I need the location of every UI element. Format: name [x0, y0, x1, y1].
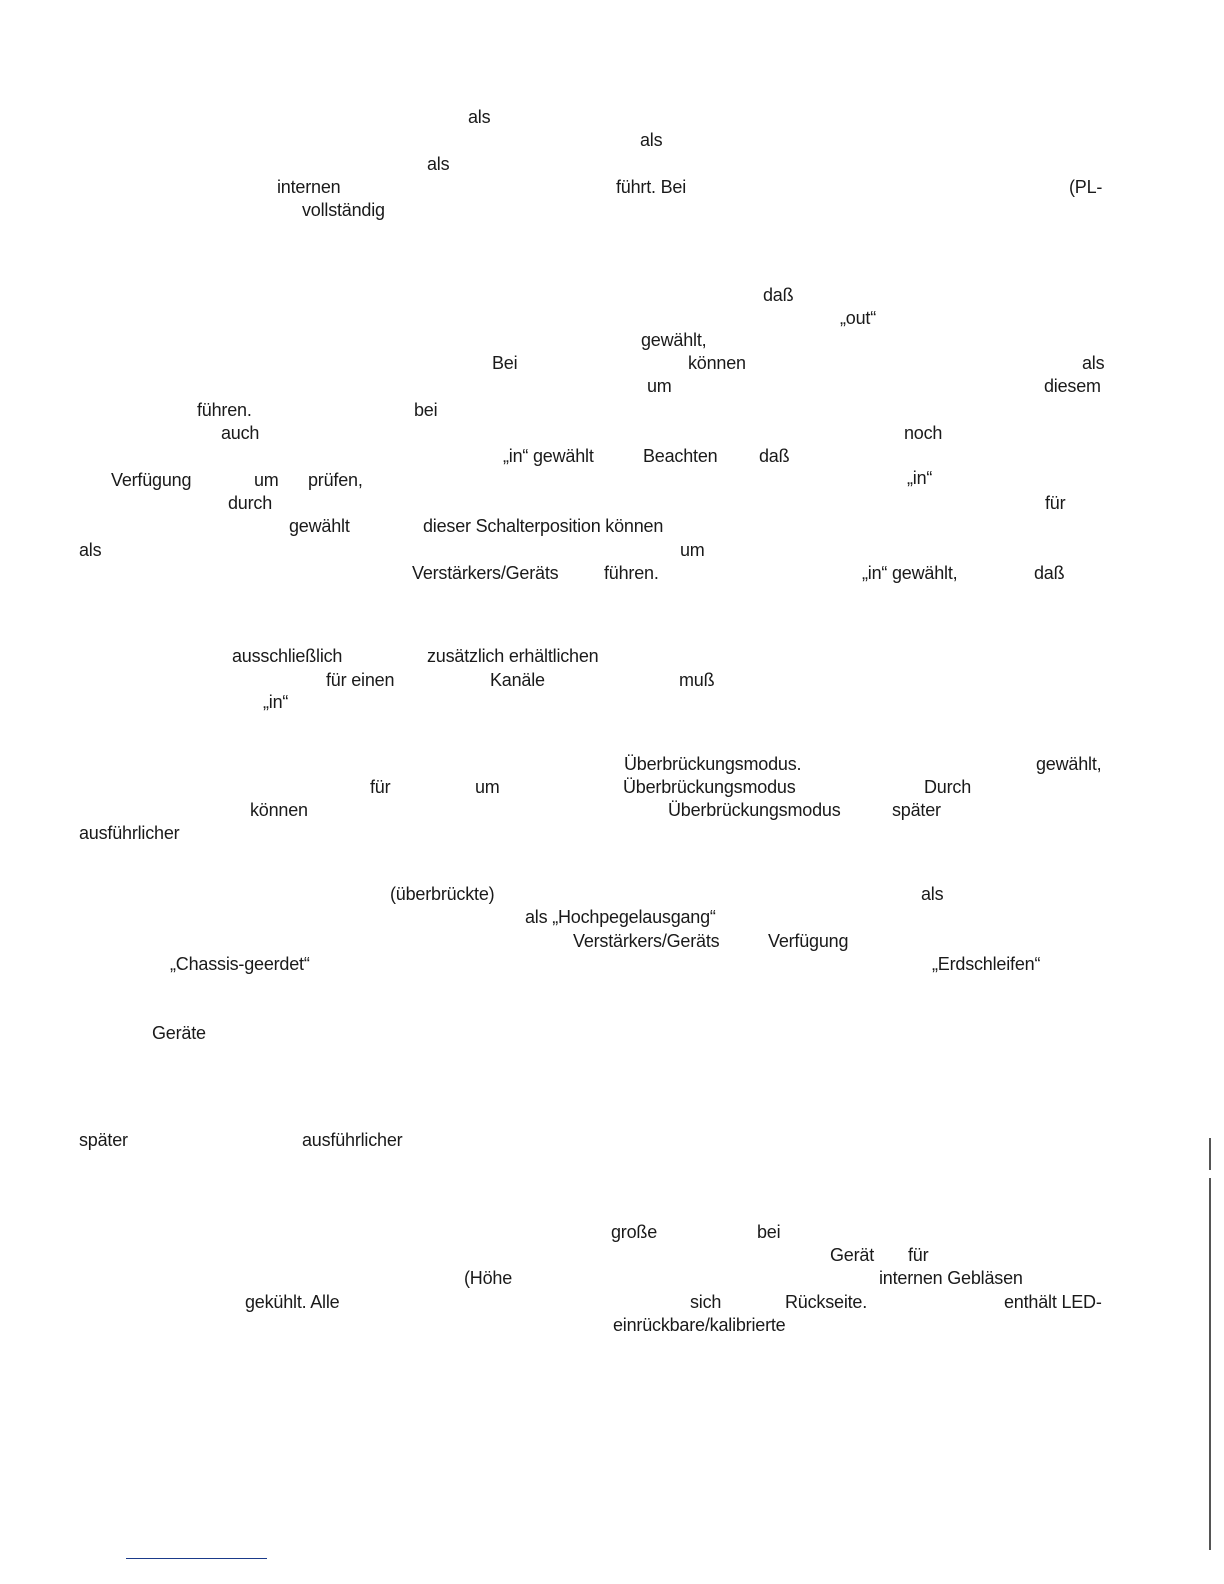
scan-margin-line [1209, 1138, 1211, 1170]
text-fragment: gewählt, [1036, 754, 1102, 774]
text-fragment: als [640, 130, 663, 150]
text-fragment: später [892, 800, 941, 820]
scan-margin-line [1209, 1178, 1211, 1550]
text-fragment: internen [277, 177, 341, 197]
text-fragment: als [427, 154, 450, 174]
text-fragment: ausschließlich [232, 646, 343, 666]
text-fragment: Verstärkers/Geräts [412, 563, 559, 583]
text-fragment: Verstärkers/Geräts [573, 931, 720, 951]
text-fragment: „in“ [907, 468, 933, 488]
text-fragment: als [79, 540, 102, 560]
text-fragment: prüfen, [308, 470, 363, 490]
text-fragment: „Chassis-geerdet“ [170, 954, 310, 974]
text-fragment: „Erdschleifen“ [932, 954, 1041, 974]
text-fragment: auch [221, 423, 260, 443]
text-fragment: „in“ gewählt [503, 446, 594, 466]
text-fragment: gewählt [289, 516, 350, 536]
text-fragment: Durch [924, 777, 972, 797]
text-fragment: bei [414, 400, 438, 420]
text-fragment: um [475, 777, 500, 797]
text-fragment: um [254, 470, 279, 490]
text-fragment: später [79, 1130, 128, 1150]
text-fragment: „in“ [263, 692, 289, 712]
text-fragment: führen. [604, 563, 659, 583]
text-fragment: als [468, 107, 491, 127]
footnote-rule [126, 1558, 267, 1559]
text-fragment: muß [679, 670, 715, 690]
text-fragment: zusätzlich erhältlichen [427, 646, 599, 666]
text-fragment: Überbrückungsmodus. [624, 754, 802, 774]
text-fragment: für [908, 1245, 929, 1265]
text-fragment: dieser Schalterposition können [423, 516, 664, 536]
text-fragment: daß [759, 446, 790, 466]
text-fragment: Rückseite. [785, 1292, 868, 1312]
text-fragment: Bei [492, 353, 518, 373]
text-fragment: diesem [1044, 376, 1101, 396]
text-fragment: für [1045, 493, 1066, 513]
text-fragment: gewählt, [641, 330, 707, 350]
text-fragment: daß [1034, 563, 1065, 583]
text-fragment: (PL- [1069, 177, 1103, 197]
text-fragment: als „Hochpegelausgang“ [525, 907, 716, 927]
text-fragment: enthält LED- [1004, 1292, 1102, 1312]
text-fragment: Beachten [643, 446, 718, 466]
text-fragment: Verfügung [768, 931, 849, 951]
text-fragment: für einen [326, 670, 395, 690]
text-fragment: können [250, 800, 308, 820]
text-fragment: vollständig [302, 200, 385, 220]
text-fragment: führen. [197, 400, 252, 420]
text-fragment: bei [757, 1222, 781, 1242]
text-fragment: Kanäle [490, 670, 545, 690]
text-fragment: führt. Bei [616, 177, 687, 197]
text-fragment: ausführlicher [79, 823, 180, 843]
text-fragment: um [680, 540, 705, 560]
text-fragment: Geräte [152, 1023, 206, 1043]
text-fragment: als [921, 884, 944, 904]
text-fragment: „in“ gewählt, [862, 563, 958, 583]
text-fragment: große [611, 1222, 658, 1242]
text-fragment: durch [228, 493, 273, 513]
text-fragment: internen Gebläsen [879, 1268, 1023, 1288]
text-fragment: noch [904, 423, 943, 443]
text-fragment: Gerät [830, 1245, 875, 1265]
text-fragment: einrückbare/kalibrierte [613, 1315, 786, 1335]
text-fragment: können [688, 353, 746, 373]
text-fragment: um [647, 376, 672, 396]
text-fragment: für [370, 777, 391, 797]
text-fragment: gekühlt. Alle [245, 1292, 340, 1312]
text-fragment: als [1082, 353, 1105, 373]
text-fragment: daß [763, 285, 794, 305]
text-fragment: Verfügung [111, 470, 192, 490]
text-fragment: Überbrückungsmodus [623, 777, 796, 797]
text-fragment: (überbrückte) [390, 884, 495, 904]
text-fragment: sich [690, 1292, 722, 1312]
text-fragment: Überbrückungsmodus [668, 800, 841, 820]
text-fragment: (Höhe [464, 1268, 513, 1288]
text-fragment: „out“ [840, 308, 877, 328]
text-fragment: ausführlicher [302, 1130, 403, 1150]
